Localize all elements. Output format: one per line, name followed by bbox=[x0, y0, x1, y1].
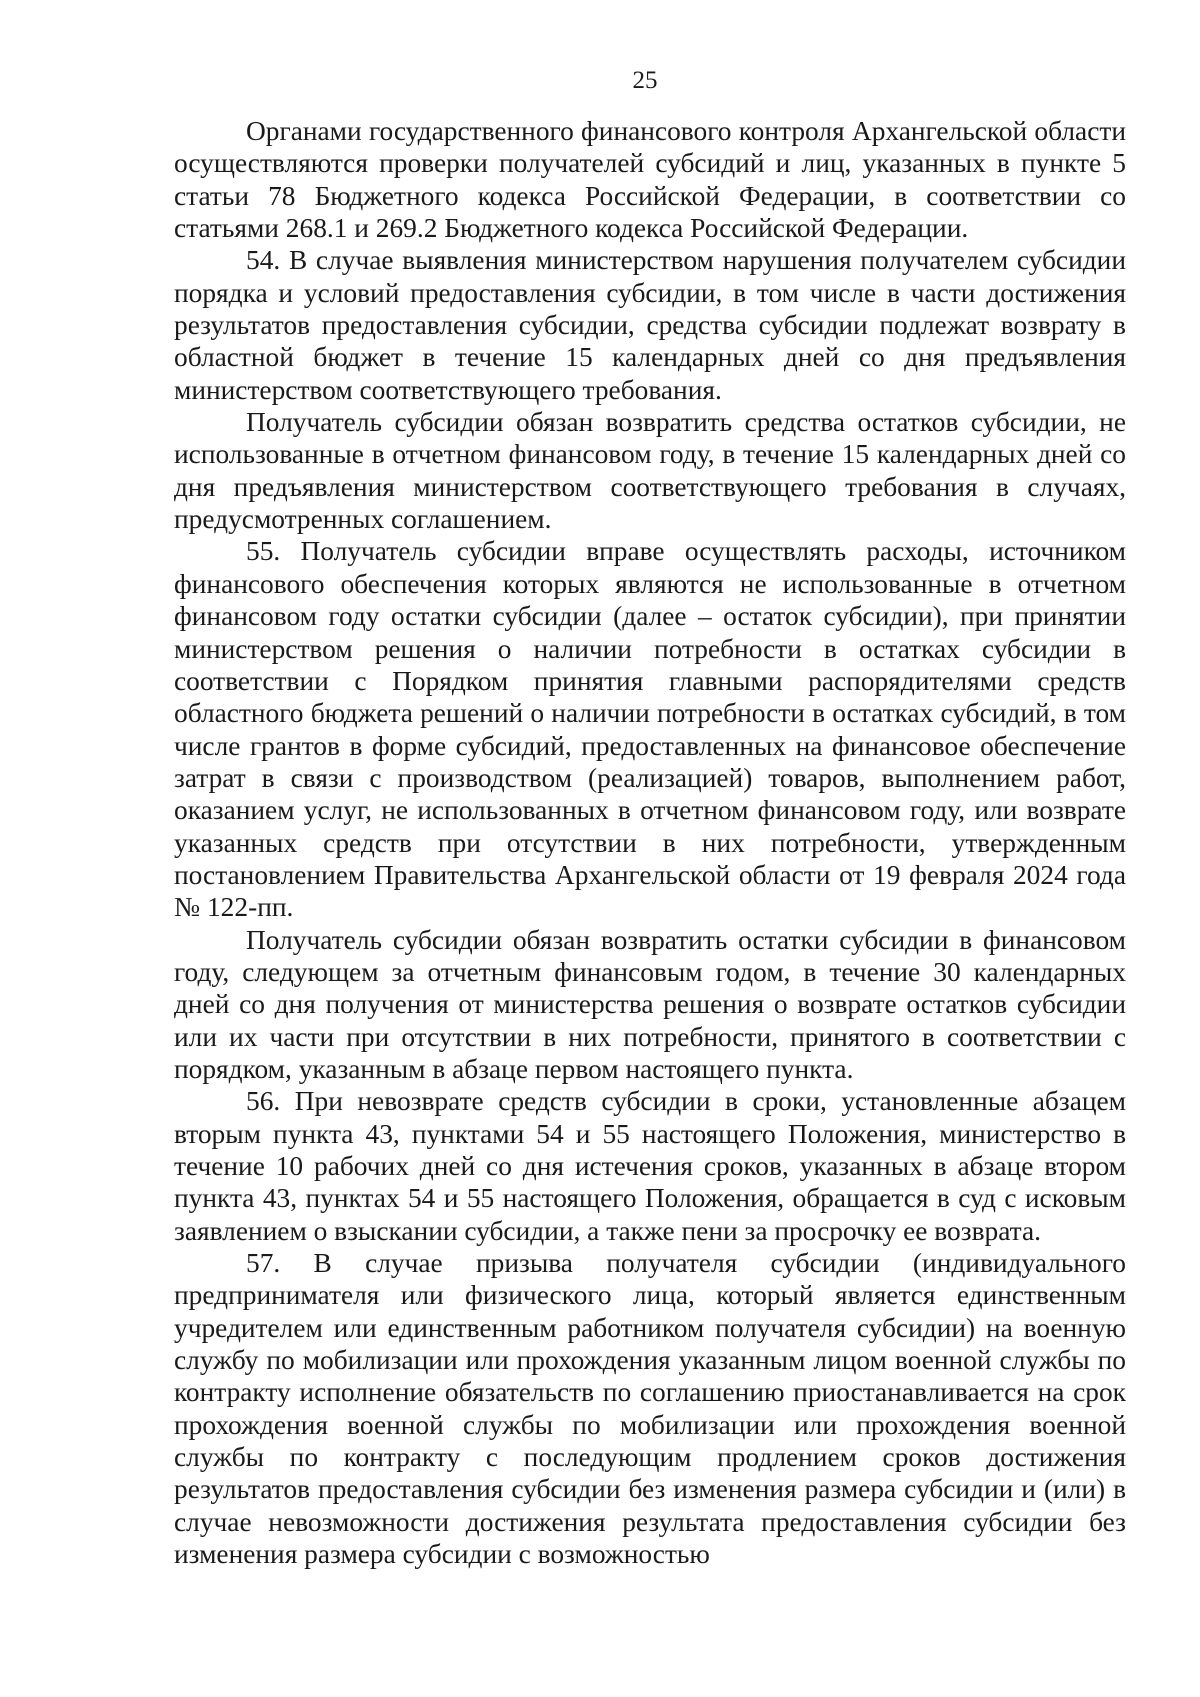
paragraph-item-57: 57. В случае призыва получателя субсидии (индивидуального предпринимателя или физического лица, который является единственным учредителем или единственным работником получателя субсидии) на военную службу по мобилизации или прохождения указанным лицом военной службы по контракту исполнение обязательств по соглашению приостанавливается на срок прохождения военной службы по мобилизации или прохождения военной службы по контракту с последующим продлением сроков достижения результатов предоставления субсидии без изменения размера субсидии и (или) в случае невозможности достижения результата предоставления субсидии без изменения размера субсидии с возможностью bbox=[174, 1248, 1126, 1570]
paragraph-item-54-return-remainders: Получатель субсидии обязан возвратить средства остатков субсидии, не использованные в отчетном финансовом году, в течение 15 календарных дней со дня предъявления министерством соответствующего требования в случаях, предусмотренных соглашением. bbox=[174, 407, 1126, 535]
paragraph-item-56: 56. При невозврате средств субсидии в сроки, установленные абзацем вторым пункта 43, пунктами 54 и 55 настоящего Положения, министерство в течение 10 рабочих дней со дня истечения сроков, указанных в абзаце втором пункта 43, пунктах 54 и 55 настоящего Положения, обращается в суд с исковым заявлением о взыскании субсидии, а также пени за просрочку ее возврата. bbox=[174, 1086, 1126, 1246]
paragraph-item-54: 54. В случае выявления министерством нарушения получателем субсидии порядка и условий предоставления субсидии, в том числе в части достижения результатов предоставления субсидии, средства субсидии подлежат возврату в областной бюджет в течение 15 календарных дней со дня предъявления министерством соответствующего требования. bbox=[174, 245, 1126, 405]
document-body bbox=[174, 115, 1126, 1570]
page-number: 25 bbox=[632, 67, 658, 94]
paragraph-state-control: Органами государственного финансового контроля Архангельской области осуществляются проверки получателей субсидий и лиц, указанных в пункте 5 статьи 78 Бюджетного кодекса Российской Федерации, в соответствии со статьями 268.1 и 269.2 Бюджетного кодекса Российской Федерации. bbox=[174, 116, 1126, 244]
paragraph-item-55: 55. Получатель субсидии вправе осуществлять расходы, источником финансового обеспечения которых являются не использованные в отчетном финансовом году остатки субсидии (далее – остаток субсидии), при принятии министерством решения о наличии потребности в остатках субсидии в соответствии с Порядком принятия главными распорядителями средств областного бюджета решений о наличии потребности в остатках субсидий, в том числе грантов в форме субсидий, предоставленных на финансовое обеспечение затрат в связи с производством (реализацией) товаров, выполнением работ, оказанием услуг, не использованных в отчетном финансовом году, или возврате указанных средств при отсутствии в них потребности, утвержденным постановлением Правительства Архангельской области от 19 февраля 2024 года № 122-пп. bbox=[174, 536, 1126, 923]
paragraph-item-55-return-remainders: Получатель субсидии обязан возвратить остатки субсидии в финансовом году, следующем за отчетным финансовым годом, в течение 30 календарных дней со дня получения от министерства решения о возврате остатков субсидии или их части при отсутствии в них потребности, принятого в соответствии с порядком, указанным в абзаце первом настоящего пункта. bbox=[174, 924, 1126, 1084]
